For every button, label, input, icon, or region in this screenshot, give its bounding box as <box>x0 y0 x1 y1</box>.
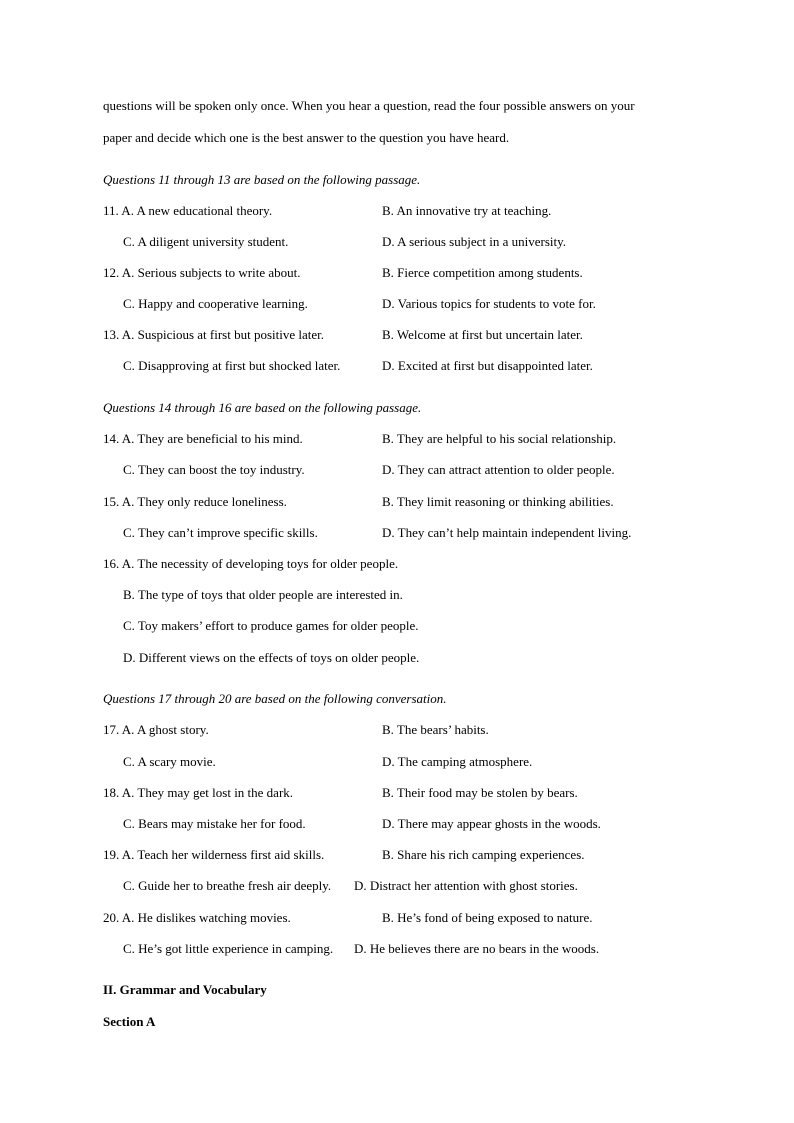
q12-option-a: 12. A. Serious subjects to write about. <box>103 265 301 280</box>
q15-option-a: 15. A. They only reduce loneliness. <box>103 494 287 509</box>
q15-option-c: C. They can’t improve specific skills. <box>123 525 318 540</box>
q16-option-a: 16. A. The necessity of developing toys for older people. <box>103 556 399 571</box>
q14-option-c: C. They can boost the toy industry. <box>123 462 305 477</box>
q18-option-d: D. There may appear ghosts in the woods. <box>382 816 601 831</box>
q12-option-c: C. Happy and cooperative learning. <box>123 296 308 311</box>
q12-option-d: D. Various topics for students to vote for. <box>382 296 596 311</box>
q16-option-c: C. Toy makers’ effort to produce games for older people. <box>123 618 419 633</box>
q18-option-c: C. Bears may mistake her for food. <box>123 816 306 831</box>
q19-option-c: C. Guide her to breathe fresh air deeply. <box>123 878 332 893</box>
q13-option-d: D. Excited at first but disappointed later. <box>382 358 593 373</box>
q15-option-d: D. They can’t help maintain independent living. <box>382 525 632 540</box>
q19-option-a: 19. A. Teach her wilderness first aid skills. <box>103 847 325 862</box>
q16-option-d: D. Different views on the effects of toys on older people. <box>123 650 420 665</box>
q11-option-a: 11. A. A new educational theory. <box>103 203 273 218</box>
section-title: Section A <box>103 1014 156 1029</box>
q17-option-d: D. The camping atmosphere. <box>382 754 533 769</box>
q14-option-d: D. They can attract attention to older people. <box>382 462 615 477</box>
q11-option-b: B. An innovative try at teaching. <box>382 203 552 218</box>
q11-option-d: D. A serious subject in a university. <box>382 234 567 249</box>
q12-option-b: B. Fierce competition among students. <box>382 265 583 280</box>
part-title: II. Grammar and Vocabulary <box>103 982 267 997</box>
q17-option-a: 17. A. A ghost story. <box>103 722 209 737</box>
section-heading-17-20: Questions 17 through 20 are based on the following conversation. <box>103 691 447 706</box>
q20-option-c: C. He’s got little experience in camping. <box>123 941 334 956</box>
q14-option-a: 14. A. They are beneficial to his mind. <box>103 431 303 446</box>
q14-option-b: B. They are helpful to his social relationship. <box>382 431 617 446</box>
intro-line-1: questions will be spoken only once. When you hear a question, read the four possible answers on your <box>103 98 635 113</box>
q19-option-d: D. Distract her attention with ghost stories. <box>354 878 578 893</box>
q17-option-b: B. The bears’ habits. <box>382 722 489 737</box>
q19-option-b: B. Share his rich camping experiences. <box>382 847 585 862</box>
q20-option-d: D. He believes there are no bears in the woods. <box>354 941 600 956</box>
q18-option-b: B. Their food may be stolen by bears. <box>382 785 578 800</box>
intro-line-2: paper and decide which one is the best answer to the question you have heard. <box>103 130 510 145</box>
q13-option-b: B. Welcome at first but uncertain later. <box>382 327 583 342</box>
q15-option-b: B. They limit reasoning or thinking abilities. <box>382 494 614 509</box>
section-heading-14-16: Questions 14 through 16 are based on the following passage. <box>103 400 422 415</box>
q20-option-a: 20. A. He dislikes watching movies. <box>103 910 291 925</box>
q20-option-b: B. He’s fond of being exposed to nature. <box>382 910 593 925</box>
section-heading-11-13: Questions 11 through 13 are based on the following passage. <box>103 172 421 187</box>
q13-option-a: 13. A. Suspicious at first but positive later. <box>103 327 324 342</box>
q18-option-a: 18. A. They may get lost in the dark. <box>103 785 294 800</box>
q13-option-c: C. Disapproving at first but shocked later. <box>123 358 341 373</box>
q16-option-b: B. The type of toys that older people are interested in. <box>123 587 403 602</box>
q17-option-c: C. A scary movie. <box>123 754 216 769</box>
q11-option-c: C. A diligent university student. <box>123 234 289 249</box>
